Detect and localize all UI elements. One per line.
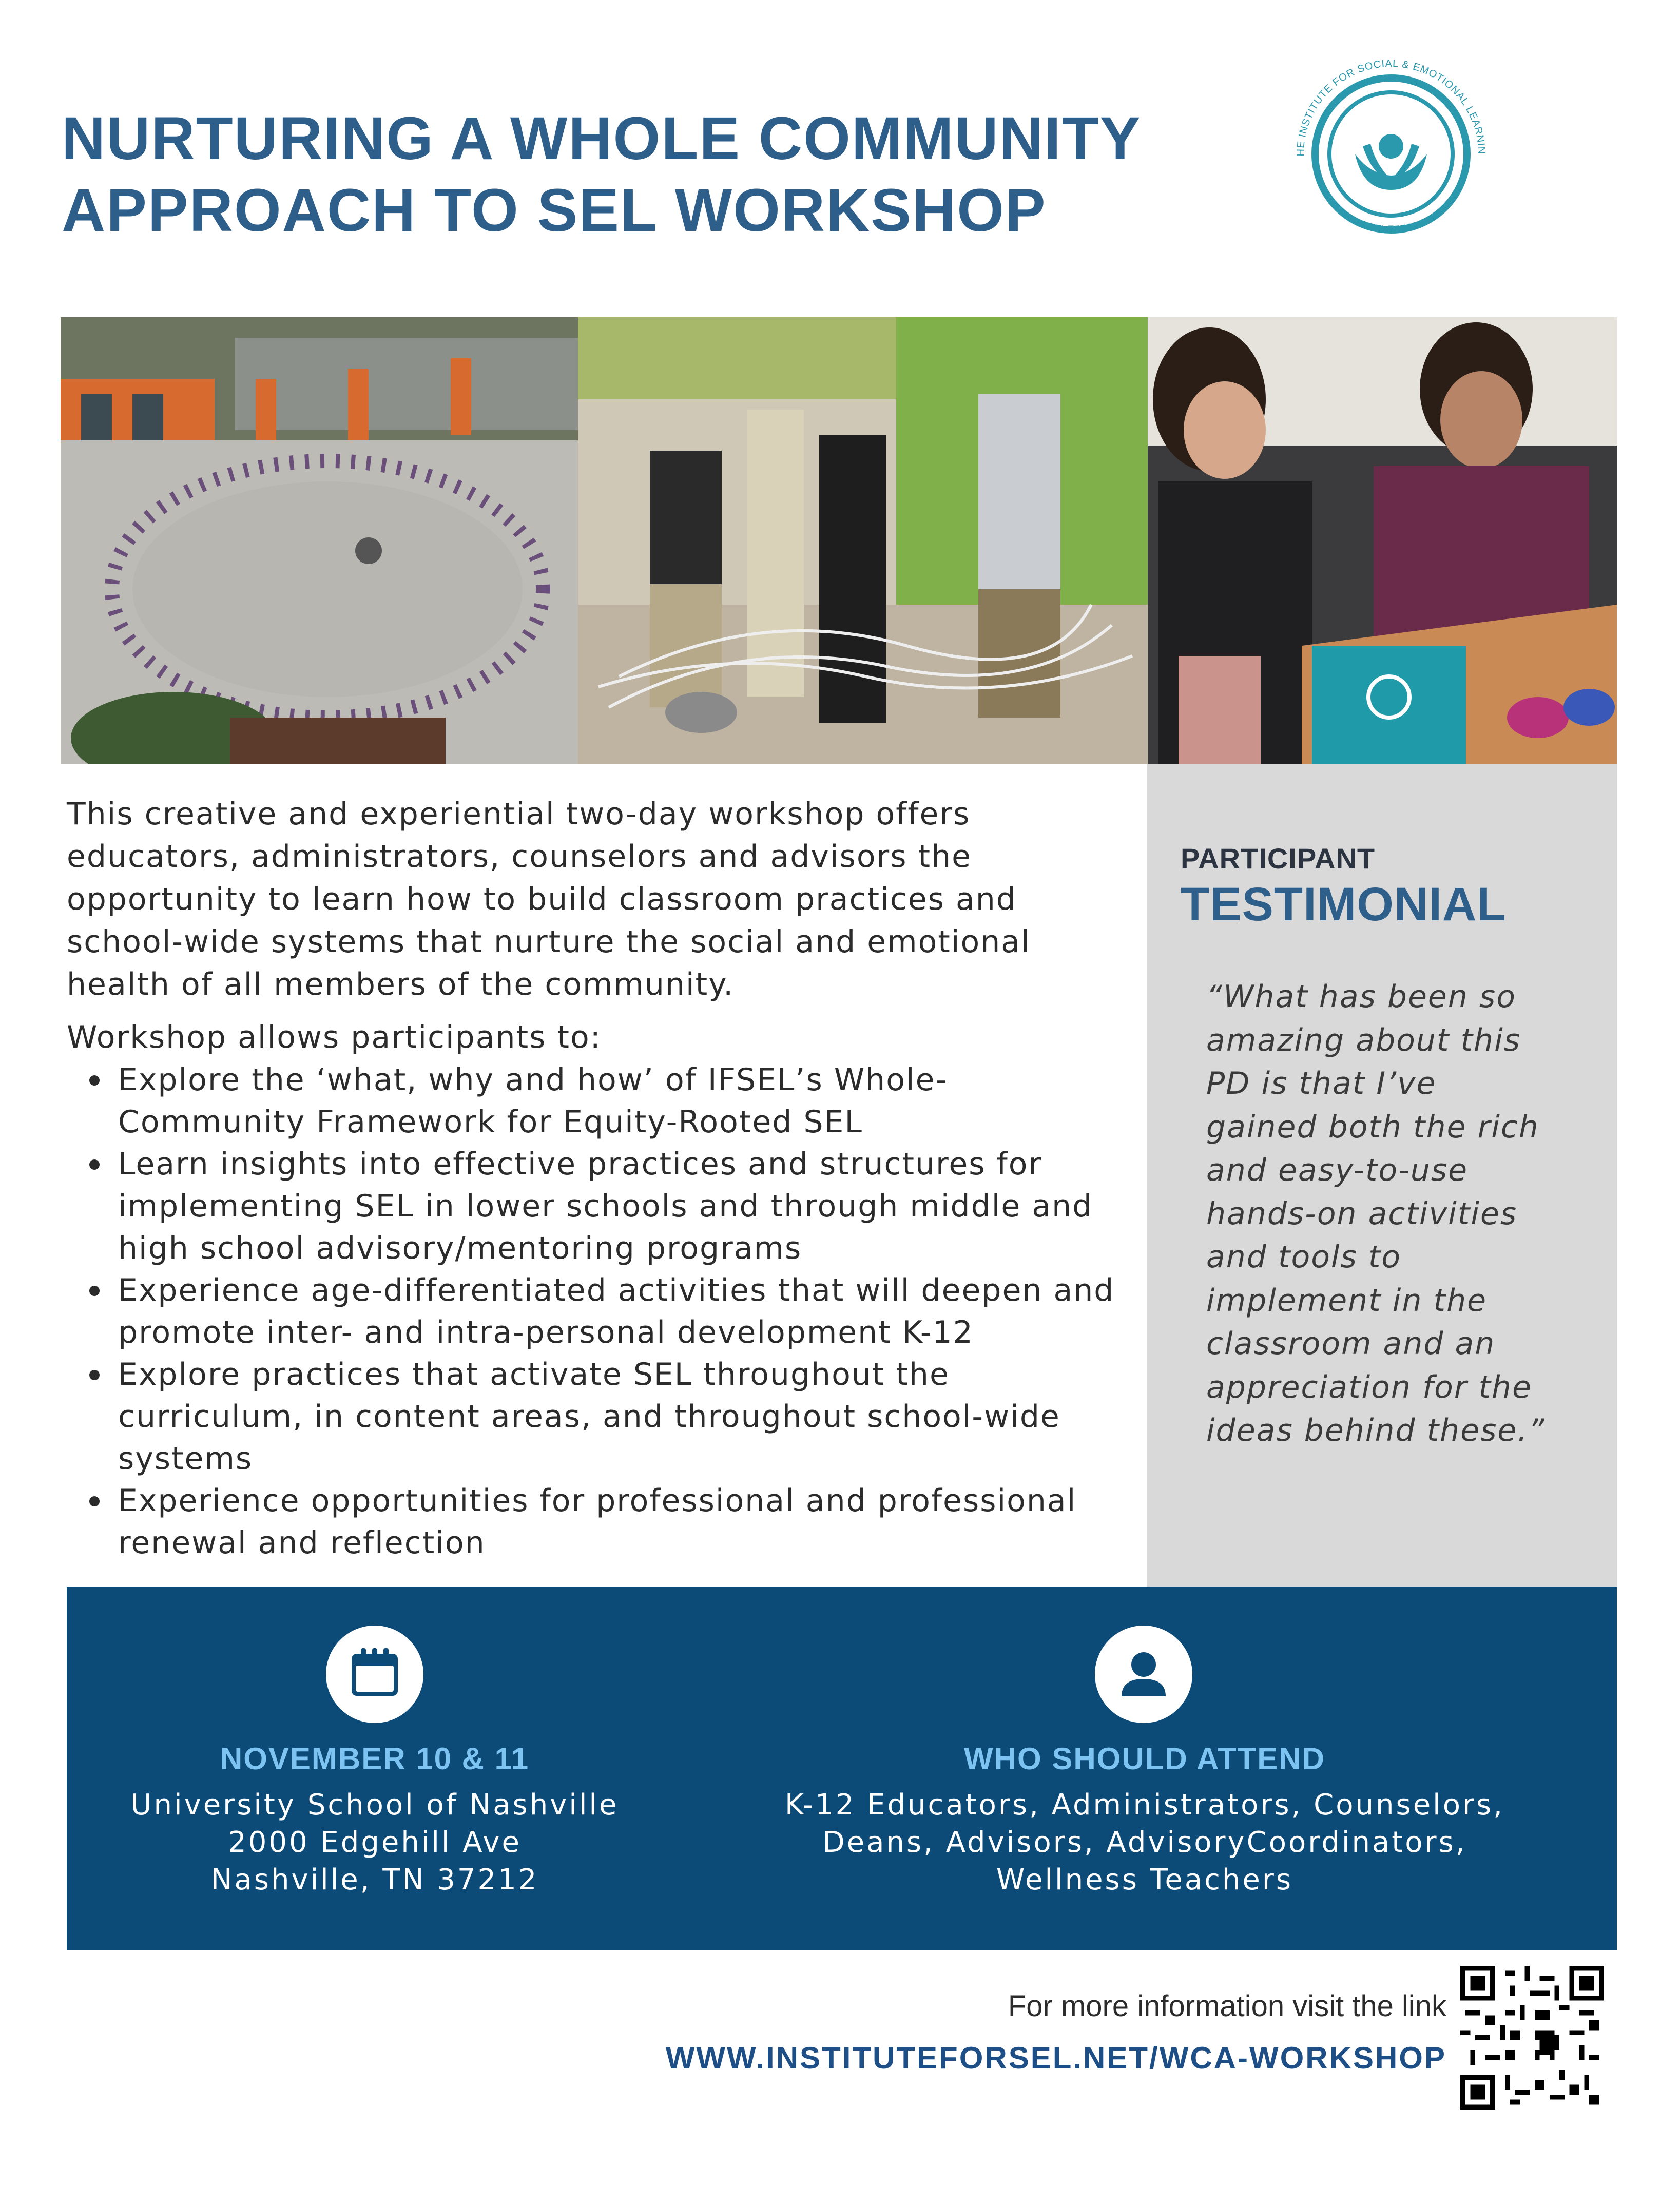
allows-label: Workshop allows participants to: [67,1019,602,1055]
quote-line: and tools to [1206,1239,1402,1275]
bullet-icon [89,1159,100,1170]
list-item [67,1480,1145,1564]
event-location-line: 2000 Edgehill Ave [228,1826,522,1859]
bullet-line: Community Framework for Equity-Rooted SEL [118,1104,863,1140]
event-date-heading: NOVEMBER 10 & 11 [220,1742,530,1776]
testimonial-heading: TESTIMONIAL [1181,878,1507,931]
list-item [67,1143,1145,1269]
intro-line: This creative and experiential two-day workshop offers [67,796,971,832]
institute-logo [1273,36,1509,272]
bullet-line: Explore practices that activate SEL throughout the [118,1357,950,1393]
svg-text:THE INSTITUTE FOR SOCIAL & EMO [1273,36,1487,157]
bullet-icon [89,1370,100,1380]
quote-line: implement in the [1206,1282,1488,1319]
audience-heading: WHO SHOULD ATTEND [964,1742,1325,1776]
audience-line: Deans, Advisors, AdvisoryCoordinators, [822,1826,1467,1859]
testimonial-quote [1206,975,1596,1453]
event-location [67,1786,683,1899]
bullet-line: renewal and reflection [118,1525,486,1561]
event-location-line: University School of Nashville [130,1788,619,1822]
person-icon [1095,1626,1192,1723]
lotus-icon [1355,134,1427,190]
audience-line: Wellness Teachers [996,1863,1293,1897]
quote-line: PD is that I’ve [1206,1066,1437,1101]
qr-code-icon[interactable] [1460,1966,1604,2110]
circle-holding-hands-photo [61,317,578,764]
participants-table-photo [1148,317,1617,764]
intro-line: educators, administrators, counselors and advisors the [67,839,972,875]
audience-list [755,1786,1535,1899]
bullet-line: Explore the ‘what, why and how’ of IFSEL’s Whole- [118,1062,948,1098]
event-info-band [67,1587,1617,1950]
bullet-line: Experience opportunities for professional and professional [118,1483,1077,1519]
bullet-icon [89,1496,100,1506]
testimonial-label: PARTICIPANT [1181,842,1376,875]
event-location-line: Nashville, TN 37212 [210,1863,539,1897]
list-item [67,1353,1145,1480]
bullet-line: Experience age-differentiated activities that will deepen and [118,1272,1115,1308]
intro-line: opportunity to learn how to build classroom practices and [67,881,1017,917]
quote-line: hands-on activities [1206,1195,1518,1232]
logo-ring-top-text: HE INSTITUTE FOR SOCIAL & EMOTIONAL LEARNIN [1295,57,1488,157]
list-item [67,1269,1145,1353]
photo-strip [61,317,1617,764]
rope-activity-photo [578,317,1148,764]
logo-emblem [1273,36,1509,272]
more-info-text: For more information visit the link [1008,1989,1446,2023]
quote-line: classroom and an [1206,1326,1496,1362]
benefits-list [67,1059,1145,1564]
logo-ring-bottom-text: WWW.INSTITUTEFORSEL.NET [1325,196,1457,235]
intro-paragraph [67,793,1134,1006]
quote-line: gained both the rich [1206,1109,1539,1145]
page-title [62,103,1242,246]
bullet-line: promote inter- and intra-personal development K-12 [118,1314,974,1350]
quote-line: appreciation for the [1206,1369,1532,1405]
bullet-icon [89,1075,100,1086]
calendar-icon [326,1626,423,1723]
bullet-line: high school advisory/mentoring programs [118,1230,802,1266]
audience-line: K-12 Educators, Administrators, Counselors, [785,1788,1504,1822]
workshop-link[interactable]: WWW.INSTITUTEFORSEL.NET/WCA-WORKSHOP [665,2041,1446,2075]
bullet-icon [89,1286,100,1296]
bullet-line: Learn insights into effective practices and structures for [118,1146,1042,1182]
bullet-line: curriculum, in content areas, and throughout school-wide [118,1399,1060,1435]
quote-line: ideas behind these.” [1206,1413,1546,1448]
quote-line: “What has been so [1206,979,1516,1015]
intro-line: health of all members of the community. [67,966,735,1002]
quote-line: and easy-to-use [1206,1152,1468,1188]
intro-line: school-wide systems that nurture the social and emotional [67,924,1031,960]
bullet-line: implementing SEL in lower schools and through middle and [118,1188,1093,1224]
bullet-line: systems [118,1441,253,1477]
title-line-1: NURTURING A WHOLE COMMUNITY [62,105,1142,172]
list-item [67,1059,1145,1143]
quote-line: amazing about this [1206,1022,1521,1058]
title-line-2: APPROACH TO SEL WORKSHOP [62,177,1047,244]
